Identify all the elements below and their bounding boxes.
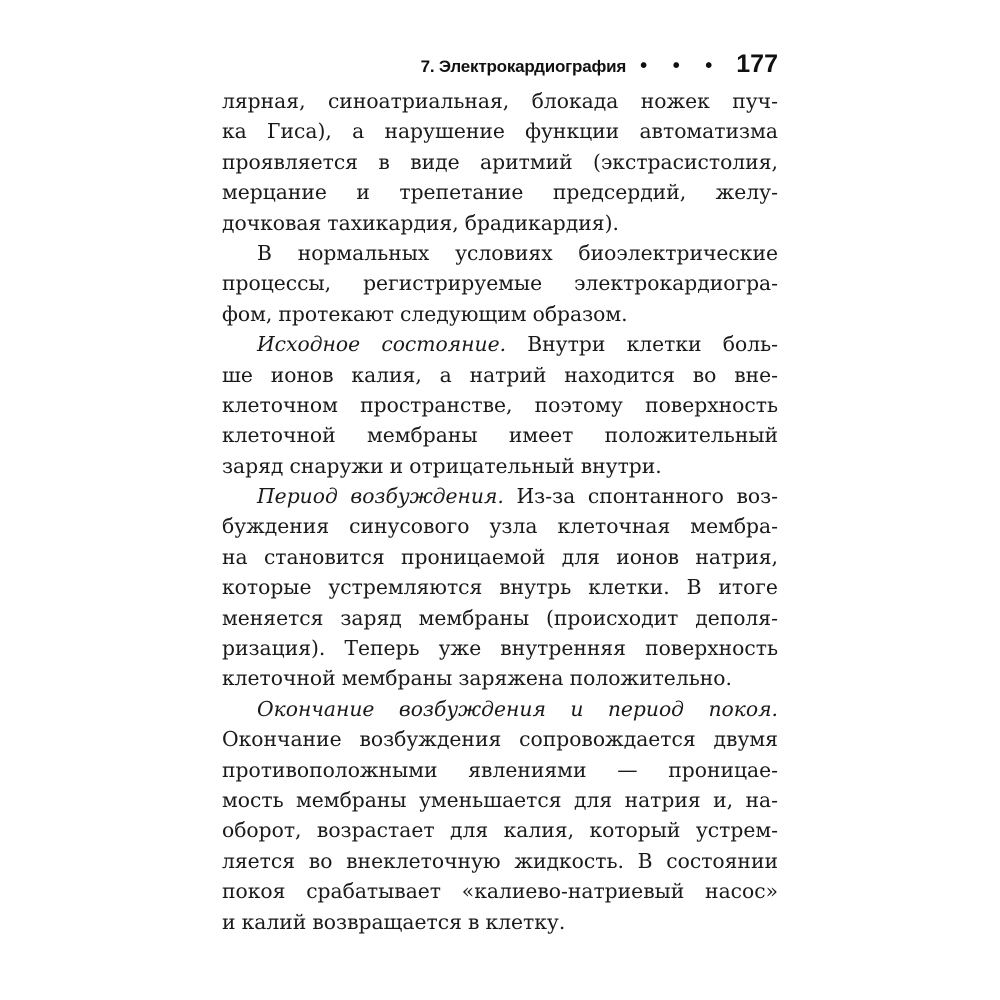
word: в bbox=[378, 149, 390, 174]
italic-word: Окончание bbox=[257, 696, 375, 721]
text-line bbox=[222, 116, 778, 146]
word: клетки. bbox=[588, 575, 670, 600]
word: ионов bbox=[616, 544, 680, 569]
text-line bbox=[222, 268, 778, 298]
italic-word: состояние. bbox=[381, 332, 507, 357]
word: натрия bbox=[624, 787, 701, 812]
word: на- bbox=[745, 787, 778, 812]
word: положительный bbox=[604, 423, 778, 448]
word: образом. bbox=[532, 301, 628, 326]
word: проницаемой bbox=[400, 544, 546, 569]
word: возбуждения bbox=[359, 727, 502, 752]
word: ризация). bbox=[222, 636, 326, 661]
word: состоянии bbox=[666, 848, 778, 873]
text-line bbox=[222, 147, 778, 177]
word: клеточной bbox=[222, 666, 336, 691]
word: буждения bbox=[222, 514, 330, 539]
word: узла bbox=[489, 514, 538, 539]
word: автоматизма bbox=[639, 119, 778, 144]
word: для bbox=[450, 818, 489, 843]
text-line bbox=[222, 360, 778, 390]
word: который bbox=[589, 818, 681, 843]
text-line bbox=[222, 785, 778, 815]
word: оборот, bbox=[222, 818, 302, 843]
word: мембраны bbox=[341, 666, 453, 691]
word: калия, bbox=[351, 362, 422, 387]
word: во bbox=[308, 848, 333, 873]
text-line bbox=[222, 329, 778, 359]
word: снаружи bbox=[289, 453, 384, 478]
word: находится bbox=[564, 362, 675, 387]
word: проявляется bbox=[222, 149, 358, 174]
word: следующим bbox=[400, 301, 527, 326]
word: ляется bbox=[222, 848, 296, 873]
text-line bbox=[222, 208, 778, 238]
word: брадикардия). bbox=[464, 210, 619, 235]
italic-word: Исходное bbox=[257, 332, 361, 357]
word: положительно. bbox=[569, 666, 732, 691]
word: становится bbox=[263, 544, 385, 569]
chapter-title: 7. Электрокардиография bbox=[420, 57, 627, 76]
text-line bbox=[222, 846, 778, 876]
word: блокада bbox=[531, 89, 619, 113]
word: деполя- bbox=[695, 605, 778, 630]
word: заряд bbox=[222, 453, 284, 478]
word: для bbox=[573, 787, 613, 812]
word: а bbox=[352, 119, 365, 144]
text-line bbox=[222, 694, 778, 724]
word: В bbox=[686, 575, 702, 600]
word: трепетание bbox=[399, 180, 524, 205]
word: тахикардия, bbox=[327, 210, 459, 235]
word: спонтанного bbox=[587, 484, 724, 509]
word: биоэлектрические bbox=[578, 240, 778, 265]
word: возвращается bbox=[312, 909, 462, 934]
word: поверхность bbox=[645, 636, 778, 661]
text-line bbox=[222, 420, 778, 450]
word: в bbox=[467, 909, 480, 934]
text-line bbox=[222, 86, 778, 116]
word: В bbox=[257, 240, 272, 265]
word: на bbox=[222, 544, 248, 569]
word: мембраны bbox=[296, 787, 407, 812]
word: заряд bbox=[340, 605, 402, 630]
text-line bbox=[222, 724, 778, 754]
word: электрокардиогра- bbox=[574, 271, 778, 296]
text-line bbox=[222, 542, 778, 572]
word: устрем- bbox=[695, 818, 778, 843]
paragraph bbox=[222, 694, 778, 937]
text-line bbox=[222, 907, 778, 937]
word: — bbox=[617, 757, 638, 782]
text-line bbox=[222, 451, 778, 481]
text-line bbox=[222, 238, 778, 268]
word: регистрируемые bbox=[363, 271, 543, 296]
word: воз- bbox=[736, 484, 778, 509]
word: для bbox=[561, 544, 600, 569]
word: которые bbox=[222, 575, 312, 600]
paragraph bbox=[222, 329, 778, 481]
header-dots: • • • bbox=[640, 55, 723, 77]
word: мембраны bbox=[418, 605, 530, 630]
word: ножек bbox=[640, 89, 710, 113]
word: клетки bbox=[626, 332, 702, 357]
word: внутри. bbox=[580, 453, 662, 478]
text-line bbox=[222, 603, 778, 633]
word: противоположными bbox=[222, 757, 438, 782]
text-line bbox=[222, 299, 778, 329]
word: нормальных bbox=[297, 240, 430, 265]
word: жидкость. bbox=[514, 848, 624, 873]
word: двумя bbox=[713, 727, 778, 752]
word: натрий bbox=[469, 362, 547, 387]
word: ионов bbox=[270, 362, 334, 387]
word: (происходит bbox=[545, 605, 679, 630]
word: процессы, bbox=[222, 271, 332, 296]
word: мерцание bbox=[222, 180, 327, 205]
paragraph bbox=[222, 238, 778, 329]
word: меняется bbox=[222, 605, 324, 630]
word: проницае- bbox=[668, 757, 778, 782]
word: протекают bbox=[278, 301, 394, 326]
page-number: 177 bbox=[736, 50, 778, 78]
word: фом, bbox=[222, 301, 273, 326]
word: мембра- bbox=[690, 514, 778, 539]
word: мембраны bbox=[366, 423, 478, 448]
word: Гиса), bbox=[267, 119, 332, 144]
word: предсердий, bbox=[552, 180, 687, 205]
word: вне- bbox=[734, 362, 778, 387]
italic-word: Период bbox=[257, 484, 338, 509]
word: Окончание bbox=[222, 727, 342, 752]
text-line bbox=[222, 876, 778, 906]
word: внутренняя bbox=[500, 636, 626, 661]
word: калия, bbox=[503, 818, 575, 843]
word: нарушение bbox=[384, 119, 505, 144]
word: а bbox=[439, 362, 452, 387]
word: уже bbox=[438, 636, 482, 661]
word: клеточная bbox=[557, 514, 671, 539]
italic-word: и bbox=[570, 696, 584, 721]
word: синоатриальная, bbox=[327, 89, 510, 113]
italic-word: период bbox=[607, 696, 685, 721]
word: итоге bbox=[718, 575, 778, 600]
word: уменьшается bbox=[418, 787, 562, 812]
text-line bbox=[222, 572, 778, 602]
word: «калиево-натриевый bbox=[461, 879, 685, 904]
word: Из-за bbox=[516, 484, 576, 509]
word: заряжена bbox=[458, 666, 564, 691]
word: аритмий bbox=[480, 149, 573, 174]
word: условиях bbox=[455, 240, 553, 265]
paragraph bbox=[222, 481, 778, 694]
word: покоя bbox=[222, 879, 286, 904]
word: пространстве, bbox=[360, 392, 513, 417]
word: функции bbox=[525, 119, 620, 144]
paragraph bbox=[222, 86, 778, 238]
word: ше bbox=[222, 362, 253, 387]
word: поэтому bbox=[534, 392, 623, 417]
word: боль- bbox=[722, 332, 778, 357]
word: устремляются bbox=[328, 575, 483, 600]
text-line bbox=[222, 755, 778, 785]
word: (экстрасистолия, bbox=[593, 149, 778, 174]
word: клеточном bbox=[222, 392, 338, 417]
word: внутрь bbox=[499, 575, 572, 600]
word: возрастает bbox=[316, 818, 435, 843]
word: и bbox=[389, 453, 404, 478]
word: и bbox=[356, 180, 370, 205]
word: во bbox=[692, 362, 717, 387]
italic-word: возбуждения. bbox=[350, 484, 504, 509]
word: клетку. bbox=[485, 909, 566, 934]
word: сопровождается bbox=[519, 727, 696, 752]
text-line bbox=[222, 663, 778, 693]
word: срабатывает bbox=[306, 879, 442, 904]
word: дочковая bbox=[222, 210, 322, 235]
word: поверхность bbox=[645, 392, 778, 417]
word: желу- bbox=[715, 180, 778, 205]
italic-word: покоя. bbox=[708, 696, 778, 721]
word: внеклеточную bbox=[346, 848, 501, 873]
word: клеточной bbox=[222, 423, 336, 448]
book-page bbox=[222, 50, 778, 937]
word: Внутри bbox=[527, 332, 606, 357]
word: мость bbox=[222, 787, 284, 812]
word: В bbox=[637, 848, 653, 873]
word: виде bbox=[410, 149, 460, 174]
word: имеет bbox=[508, 423, 574, 448]
text-line bbox=[222, 511, 778, 541]
word: и, bbox=[713, 787, 734, 812]
text-line bbox=[222, 177, 778, 207]
body-text bbox=[222, 86, 778, 937]
running-head bbox=[222, 50, 778, 82]
text-line bbox=[222, 390, 778, 420]
word: насос» bbox=[705, 879, 778, 904]
word: Теперь bbox=[344, 636, 420, 661]
word: ка bbox=[222, 119, 247, 144]
italic-word: возбуждения bbox=[398, 696, 546, 721]
text-line bbox=[222, 815, 778, 845]
text-line bbox=[222, 481, 778, 511]
word: и bbox=[222, 909, 236, 934]
word: натрия, bbox=[695, 544, 778, 569]
word: синусового bbox=[349, 514, 470, 539]
word: пуч- bbox=[732, 89, 778, 113]
word: лярная, bbox=[222, 89, 306, 113]
text-line bbox=[222, 633, 778, 663]
word: калий bbox=[241, 909, 307, 934]
word: явлениями bbox=[468, 757, 587, 782]
word: отрицательный bbox=[409, 453, 575, 478]
